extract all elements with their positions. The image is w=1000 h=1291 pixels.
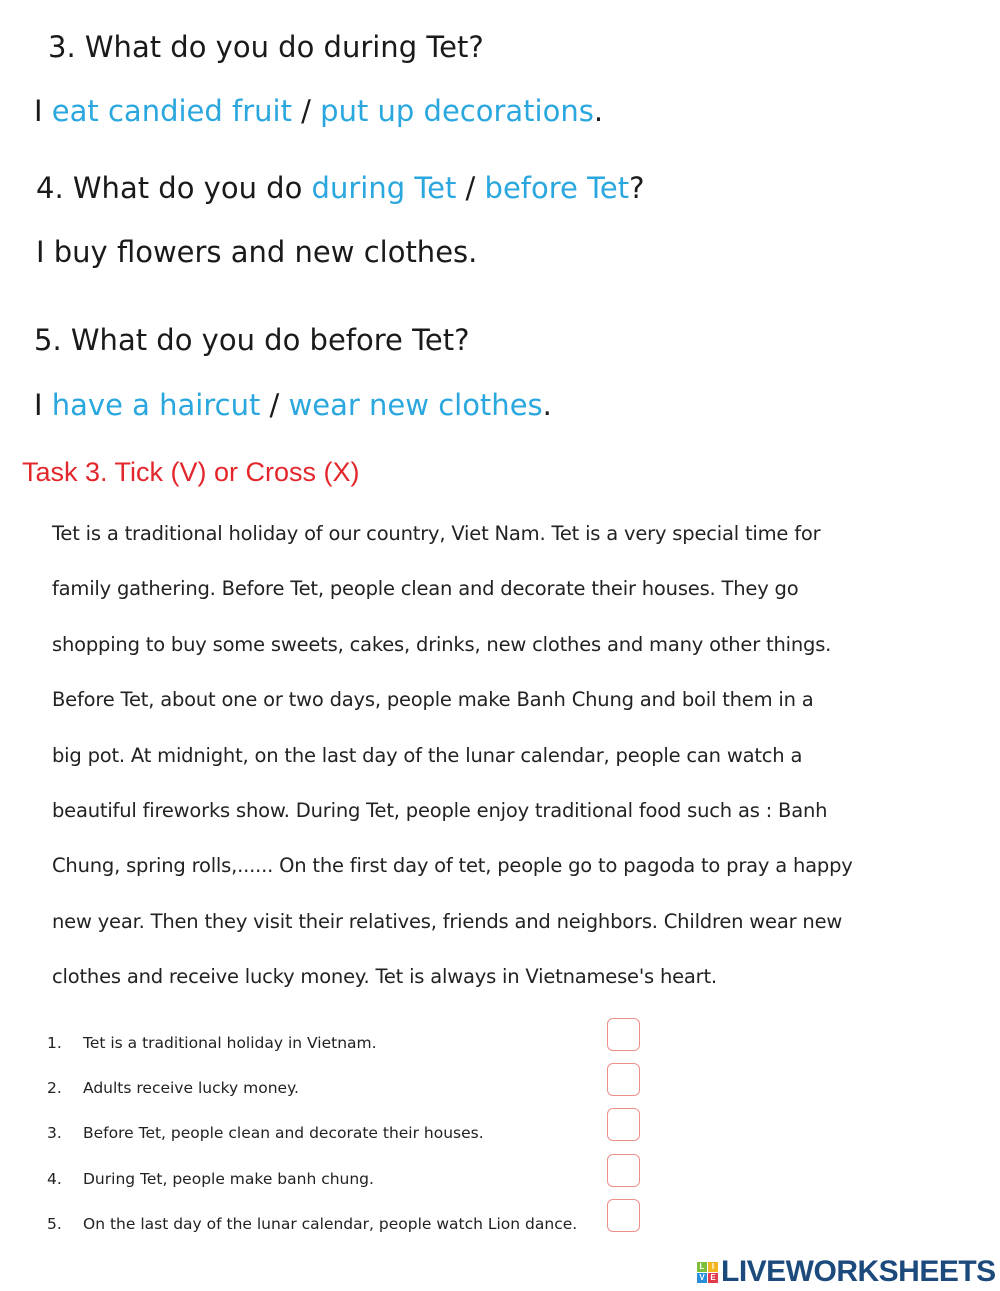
task-title: Task 3. Tick (V) or Cross (X) bbox=[22, 457, 360, 487]
text-segment: I bbox=[34, 94, 52, 128]
answer-option[interactable]: wear new clothes bbox=[288, 388, 543, 422]
tick-cross-answer-box[interactable] bbox=[607, 1199, 640, 1232]
answer-text bbox=[34, 387, 552, 423]
liveworksheets-logo bbox=[697, 1255, 996, 1289]
logo-wordmark: LIVEWORKSHEETS bbox=[721, 1255, 996, 1288]
answer-option[interactable]: have a haircut bbox=[51, 388, 261, 422]
text-segment: I bbox=[34, 388, 52, 422]
text-segment: / bbox=[456, 171, 485, 205]
statement-number: 1. bbox=[47, 1034, 62, 1052]
question-text bbox=[36, 170, 645, 206]
statement-item bbox=[47, 1122, 587, 1144]
passage-line: Before Tet, about one or two days, people make Banh Chung and boil them in a bbox=[52, 688, 814, 712]
text-segment: . bbox=[542, 388, 552, 422]
statement-text: On the last day of the lunar calendar, people watch Lion dance. bbox=[83, 1214, 578, 1233]
statement-item bbox=[47, 1213, 587, 1235]
text-segment: 4. What do you do bbox=[36, 171, 312, 205]
answer-option[interactable]: before Tet bbox=[484, 171, 630, 205]
question-text bbox=[34, 322, 469, 358]
tick-cross-answer-box[interactable] bbox=[607, 1108, 640, 1141]
passage-line: clothes and receive lucky money. Tet is always in Vietnamese's heart. bbox=[52, 965, 717, 989]
statement-item bbox=[47, 1032, 587, 1054]
text-segment: / bbox=[260, 388, 289, 422]
text-segment: / bbox=[291, 94, 321, 128]
statement-item bbox=[47, 1168, 587, 1190]
passage-line: Tet is a traditional holiday of our country, Viet Nam. Tet is a very special time for bbox=[52, 522, 821, 545]
logo-tiles-icon bbox=[697, 1262, 718, 1283]
logo-tile: V bbox=[697, 1273, 707, 1283]
statement-text: During Tet, people make banh chung. bbox=[83, 1169, 374, 1188]
answer-option[interactable]: eat candied fruit bbox=[51, 94, 292, 128]
tick-cross-answer-box[interactable] bbox=[607, 1063, 640, 1096]
passage-line: Chung, spring rolls,...... On the first day of tet, people go to pagoda to pray a happy bbox=[52, 854, 853, 878]
statement-number: 2. bbox=[47, 1079, 62, 1098]
answer-option[interactable]: put up decorations bbox=[320, 94, 594, 128]
answer-option[interactable]: during Tet bbox=[311, 171, 457, 205]
passage-line: new year. Then they visit their relatives, friends and neighbors. Children wear new bbox=[52, 909, 843, 933]
answer-text bbox=[34, 93, 603, 129]
text-segment: 3. What do you do during Tet? bbox=[48, 30, 484, 64]
tick-cross-answer-box[interactable] bbox=[607, 1154, 640, 1187]
logo-tile: E bbox=[708, 1273, 718, 1283]
statement-number: 4. bbox=[47, 1169, 62, 1188]
statement-number: 3. bbox=[47, 1124, 62, 1143]
passage-line: big pot. At midnight, on the last day of the lunar calendar, people can watch a bbox=[52, 743, 803, 767]
statement-number: 5. bbox=[47, 1214, 62, 1233]
question-text bbox=[48, 29, 484, 65]
passage-line: beautiful fireworks show. During Tet, people enjoy traditional food such as : Banh bbox=[52, 799, 828, 822]
tick-cross-answer-box[interactable] bbox=[607, 1018, 640, 1051]
statement-text: Adults receive lucky money. bbox=[83, 1079, 299, 1098]
statement-text: Tet is a traditional holiday in Vietnam. bbox=[83, 1034, 377, 1052]
statement-text: Before Tet, people clean and decorate their houses. bbox=[83, 1124, 484, 1143]
answer-text bbox=[36, 234, 477, 270]
text-segment: 5. What do you do before Tet? bbox=[34, 323, 470, 357]
passage-line: family gathering. Before Tet, people clean and decorate their houses. They go bbox=[52, 577, 799, 601]
logo-tile: L bbox=[697, 1262, 707, 1272]
statement-item bbox=[47, 1077, 587, 1099]
text-segment: ? bbox=[629, 171, 645, 205]
logo-tile: I bbox=[708, 1262, 718, 1272]
passage-line: shopping to buy some sweets, cakes, drinks, new clothes and many other things. bbox=[52, 632, 832, 656]
text-segment: . bbox=[593, 94, 604, 128]
text-segment: I buy flowers and new clothes. bbox=[36, 235, 478, 269]
